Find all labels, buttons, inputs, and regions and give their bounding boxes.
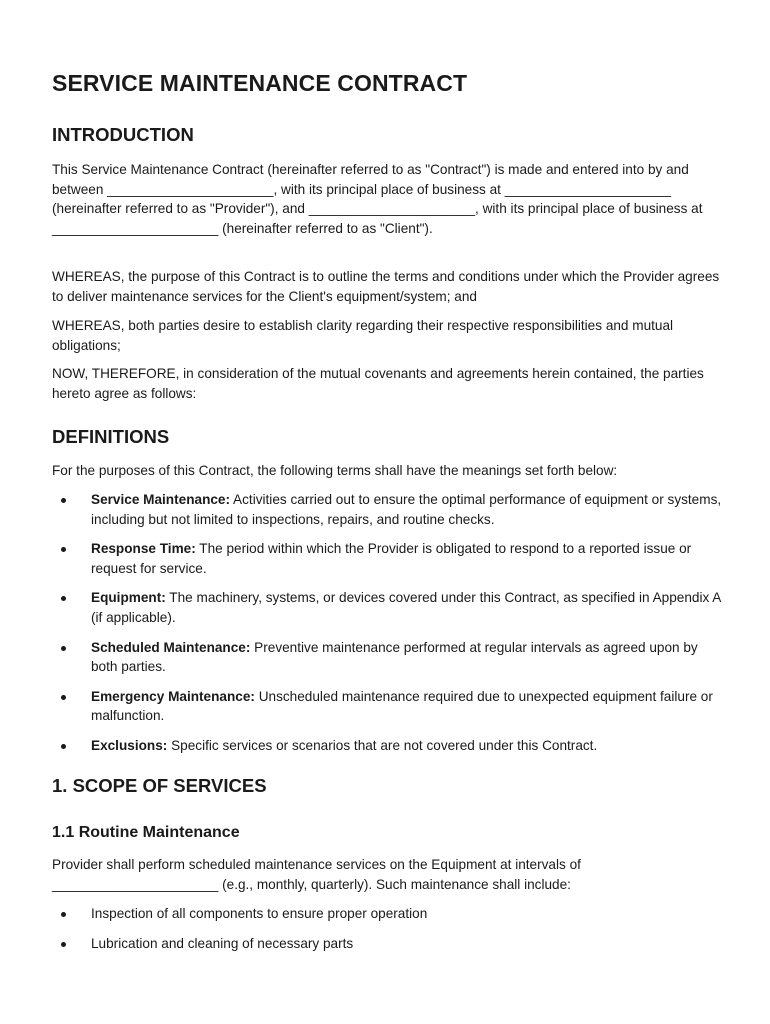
section-heading-introduction: INTRODUCTION <box>52 124 194 145</box>
document-title: SERVICE MAINTENANCE CONTRACT <box>52 70 468 96</box>
definition-term: Exclusions: <box>91 737 168 753</box>
definition-text: The machinery, systems, or devices covered under this Contract, as specified in Appendix A (if applicable). <box>91 590 721 625</box>
definition-text: Unscheduled maintenance required due to unexpected equipment failure or malfunction. <box>91 688 713 724</box>
definition-item-emergency-maintenance <box>52 687 722 726</box>
routine-item-inspection <box>52 904 722 924</box>
definition-item-response-time <box>52 539 722 578</box>
bullet-icon <box>61 547 66 552</box>
definition-item-exclusions <box>52 736 722 756</box>
routine-item-text: Inspection of all components to ensure proper operation <box>91 906 428 921</box>
definitions-intro: For the purposes of this Contract, the following terms shall have the meanings set forth below: <box>52 463 618 478</box>
bullet-icon <box>61 744 66 749</box>
definition-text: The period within which the Provider is obligated to respond to a reported issue or request for service. <box>91 541 692 576</box>
intro-paragraph-whereas-clarity: WHEREAS, both parties desire to establish clarity regarding their respective responsibilities and mutual obligations; <box>52 318 674 353</box>
routine-item-lubrication <box>52 934 722 954</box>
definition-text: Activities carried out to ensure the optimal performance of equipment or systems, including but not limited to inspections, repairs, and routine checks. <box>91 492 722 527</box>
section-heading-scope: 1. SCOPE OF SERVICES <box>52 775 267 796</box>
definition-text: Specific services or scenarios that are not covered under this Contract. <box>167 737 598 753</box>
definition-term: Scheduled Maintenance: <box>91 639 251 655</box>
definition-text: Preventive maintenance performed at regular intervals as agreed upon by both parties. <box>91 639 698 675</box>
bullet-icon <box>61 942 66 947</box>
bullet-icon <box>61 695 66 700</box>
definition-item-equipment <box>52 588 722 627</box>
routine-item-text: Lubrication and cleaning of necessary parts <box>91 935 354 951</box>
definitions-list <box>52 490 722 756</box>
intro-paragraph-parties: This Service Maintenance Contract (hereinafter referred to as "Contract") is made and entered into by and between ______________________, with its principal place of business at ______________________ (hereinafter referred to as "Provider"), and ______________________, with its principal place of business at ______________________ (hereinafter referred to as "Client"). <box>52 162 703 236</box>
definition-item-service-maintenance <box>52 490 722 529</box>
section-heading-definitions: DEFINITIONS <box>52 426 170 447</box>
intro-paragraph-whereas-purpose: WHEREAS, the purpose of this Contract is to outline the terms and conditions under which the Provider agrees to deliver maintenance services for the Client's equipment/system; and <box>52 269 720 304</box>
subsection-heading-routine: 1.1 Routine Maintenance <box>52 824 240 841</box>
bullet-icon <box>61 646 66 651</box>
bullet-icon <box>61 498 66 503</box>
intro-paragraph-now-therefore: NOW, THEREFORE, in consideration of the mutual covenants and agreements herein contained, the parties hereto agree as follows: <box>52 366 704 401</box>
routine-paragraph: Provider shall perform scheduled maintenance services on the Equipment at intervals of ______________________ (e.g., monthly, quarterly). Such maintenance shall include: <box>52 857 581 892</box>
routine-list <box>52 904 722 953</box>
definition-term: Equipment: <box>91 590 166 606</box>
bullet-icon <box>61 912 66 917</box>
bullet-icon <box>61 596 66 601</box>
definition-term: Service Maintenance: <box>91 492 231 507</box>
definition-term: Emergency Maintenance: <box>91 688 255 704</box>
definition-term: Response Time: <box>91 541 196 557</box>
definition-item-scheduled-maintenance <box>52 638 722 677</box>
